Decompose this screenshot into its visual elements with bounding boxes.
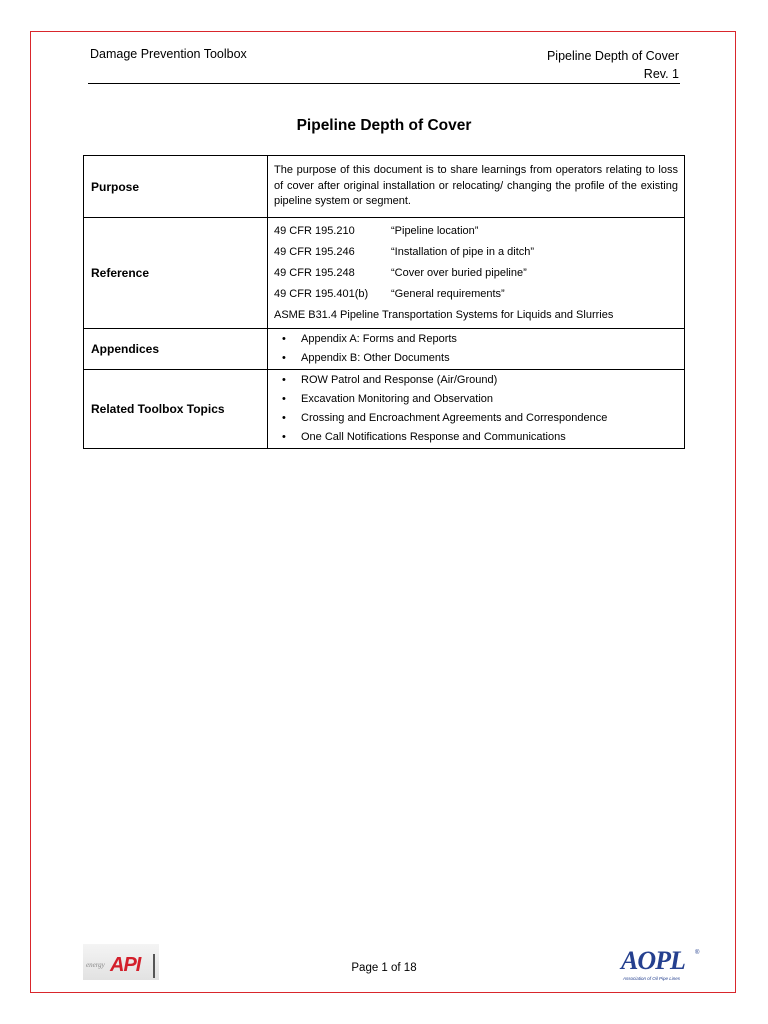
appendices-row bbox=[84, 329, 685, 370]
page-number: Page 1 of 18 bbox=[351, 962, 417, 974]
reference-label: Reference bbox=[84, 218, 268, 329]
api-logo-mark: API bbox=[110, 954, 141, 976]
reference-code: 49 CFR 195.248 bbox=[274, 267, 355, 279]
api-logo-energy-text: energy bbox=[86, 961, 105, 969]
aopl-logo-mark: AOPL bbox=[621, 946, 685, 975]
reference-desc: “General requirements” bbox=[391, 288, 505, 300]
reference-item bbox=[274, 263, 678, 284]
reference-code: 49 CFR 195.246 bbox=[274, 246, 355, 258]
related-topics-label: Related Toolbox Topics bbox=[84, 370, 268, 449]
purpose-text: The purpose of this document is to share learnings from operators relating to loss of cover after original installation or relocating/ changing the profile of the existing pipeline system or segment. bbox=[268, 156, 685, 218]
aopl-logo-registered: ® bbox=[695, 950, 700, 956]
header-doc-title: Pipeline Depth of Cover bbox=[546, 49, 679, 63]
info-table bbox=[83, 155, 685, 449]
aopl-logo-tagline: Association of Oil Pipe Lines bbox=[623, 976, 681, 981]
header-rule bbox=[88, 83, 680, 84]
reference-row bbox=[84, 218, 685, 329]
related-topic-item: • Crossing and Encroachment Agreements and Correspondence bbox=[274, 409, 678, 428]
reference-desc: “Pipeline location” bbox=[391, 225, 479, 237]
reference-code: 49 CFR 195.401(b) bbox=[274, 288, 369, 300]
appendices-list bbox=[268, 329, 685, 370]
reference-item bbox=[274, 242, 678, 263]
reference-code: 49 CFR 195.210 bbox=[274, 225, 355, 237]
related-topics-row bbox=[84, 370, 685, 449]
aopl-logo bbox=[621, 948, 701, 984]
reference-item bbox=[274, 221, 678, 242]
reference-list bbox=[268, 218, 685, 329]
reference-desc: “Installation of pipe in a ditch” bbox=[391, 246, 535, 258]
related-topic-item: • ROW Patrol and Response (Air/Ground) bbox=[274, 371, 678, 390]
appendices-label: Appendices bbox=[84, 329, 268, 370]
related-topics-list bbox=[268, 370, 685, 449]
header-toolbox-name: Damage Prevention Toolbox bbox=[90, 47, 247, 61]
reference-desc: “Cover over buried pipeline” bbox=[391, 267, 527, 279]
document-title: Pipeline Depth of Cover bbox=[296, 117, 472, 134]
reference-standard: ASME B31.4 Pipeline Transportation Systems for Liquids and Slurries bbox=[274, 309, 614, 321]
appendix-item: • Appendix B: Other Documents bbox=[274, 349, 678, 368]
purpose-label: Purpose bbox=[84, 156, 268, 218]
header-right bbox=[547, 47, 679, 83]
related-topic-item: • One Call Notifications Response and Communications bbox=[274, 428, 678, 447]
reference-item bbox=[274, 284, 678, 305]
appendix-item: • Appendix A: Forms and Reports bbox=[274, 330, 678, 349]
purpose-row bbox=[84, 156, 685, 218]
related-topic-item: • Excavation Monitoring and Observation bbox=[274, 390, 678, 409]
header-revision: Rev. 1 bbox=[643, 67, 679, 81]
